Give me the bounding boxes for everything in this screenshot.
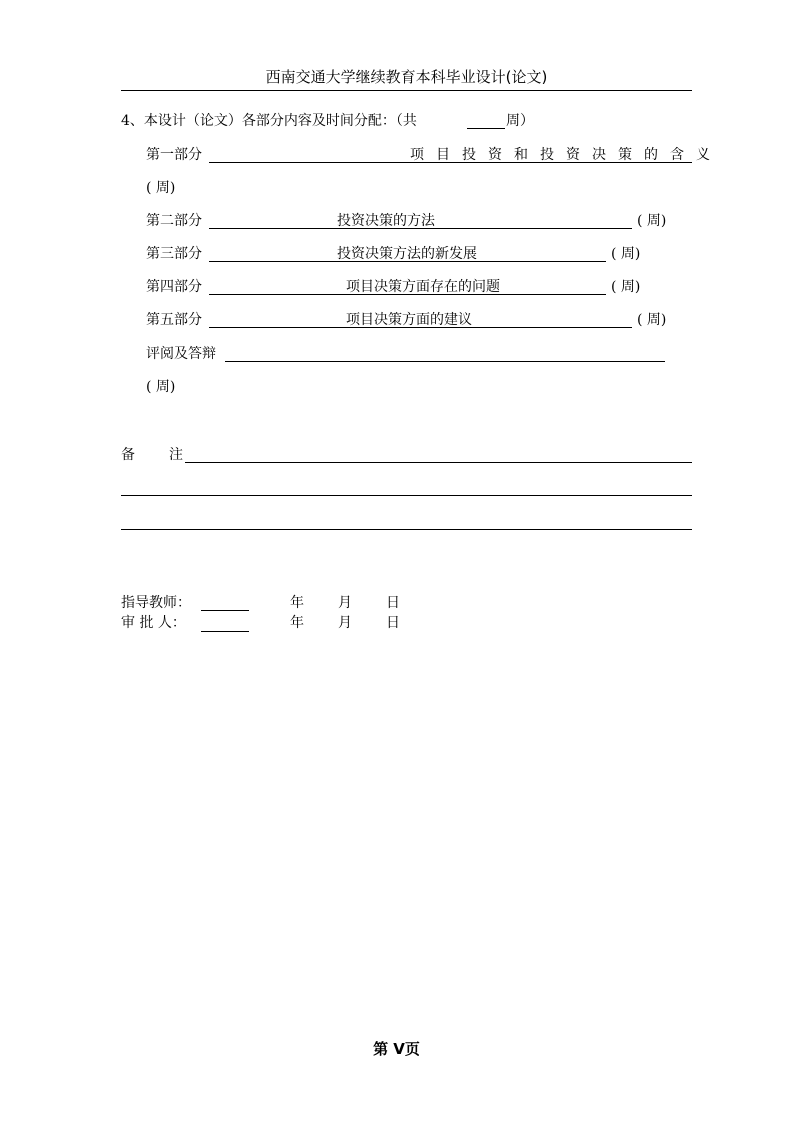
page-number: 第 V页 [373,1040,420,1058]
part-4-content: 项目决策方面存在的问题 [346,279,500,295]
part-3-label: 第三部分 [146,246,202,262]
part-5-content: 项目决策方面的建议 [346,312,472,328]
page-header-title: 西南交通大学继续教育本科毕业设计(论文) [265,68,548,86]
total-weeks-blank[interactable] [467,128,505,129]
review-underline[interactable] [225,361,665,362]
approver-year: 年 [290,615,304,631]
part-2-label: 第二部分 [146,213,202,229]
section-heading-end: 周） [506,113,534,129]
part-2-weeks: ( 周) [637,213,667,229]
remarks-label: 备 [121,447,135,463]
part-4-weeks: ( 周) [611,279,641,295]
part-1-label: 第一部分 [146,147,202,163]
remarks-line-2[interactable] [121,495,692,496]
advisor-month: 月 [338,595,352,611]
advisor-day: 日 [386,595,400,611]
approver-month: 月 [338,615,352,631]
part-3-content: 投资决策方法的新发展 [337,246,477,262]
advisor-year: 年 [290,595,304,611]
review-weeks: ( 周) [146,379,176,395]
review-label: 评阅及答辩 [146,346,216,362]
remarks-label-2: 注 [169,447,183,463]
part-4-label: 第四部分 [146,279,202,295]
remarks-line-3[interactable] [121,529,692,530]
part-1-weeks: ( 周) [146,180,176,196]
part-5-label: 第五部分 [146,312,202,328]
header-rule [121,90,692,91]
approver-day: 日 [386,615,400,631]
approver-signature-blank[interactable] [201,631,249,632]
remarks-line-1[interactable] [185,462,692,463]
section-heading: 4、本设计（论文）各部分内容及时间分配：（共 [121,113,417,129]
part-1-content: 项目投资和投资决策的含义 [410,147,722,163]
part-3-weeks: ( 周) [611,246,641,262]
advisor-signature-blank[interactable] [201,610,249,611]
approver-label: 审 批 人： [121,615,186,631]
part-2-content: 投资决策的方法 [337,213,435,229]
part-5-weeks: ( 周) [637,312,667,328]
advisor-label: 指导教师： [121,595,191,611]
